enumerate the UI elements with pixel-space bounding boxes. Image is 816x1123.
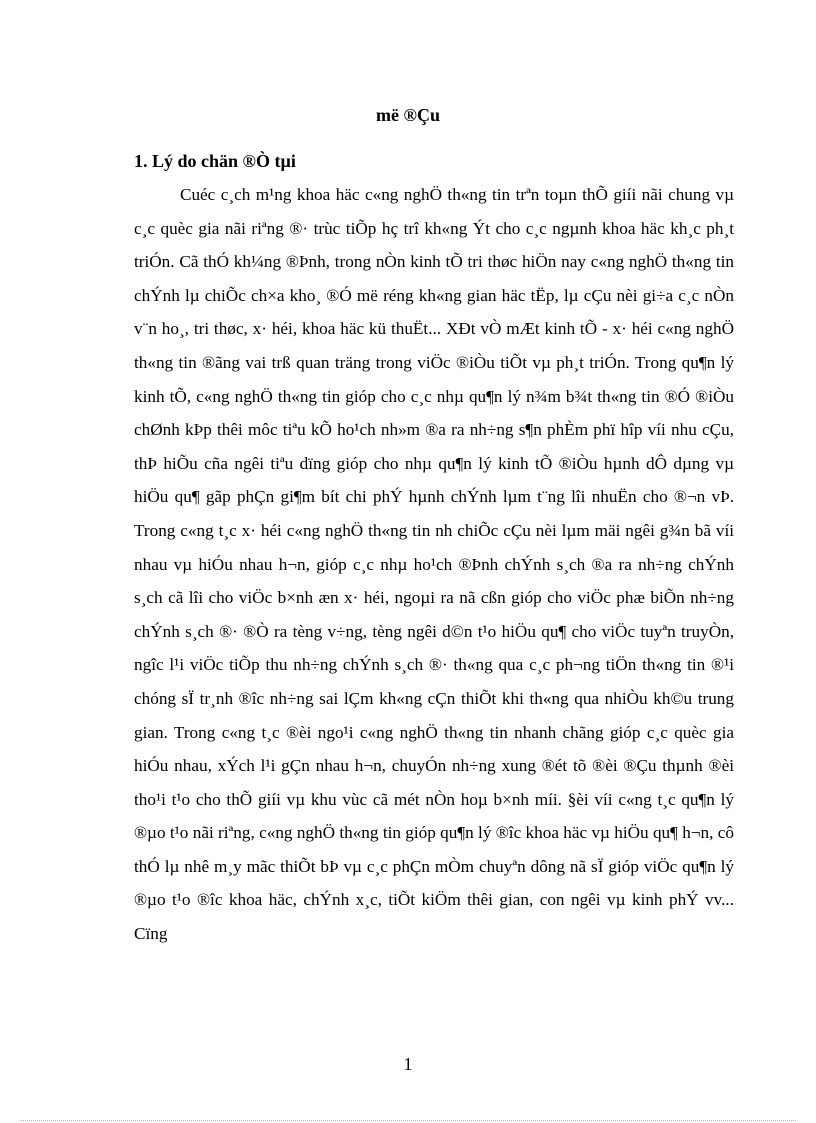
page-bottom-divider bbox=[20, 1120, 796, 1121]
document-heading: më ®Çu bbox=[376, 105, 440, 125]
page-number: 1 bbox=[403, 1054, 413, 1074]
body-paragraph: Cuéc c¸ch m¹ng khoa häc c«ng nghÖ th«ng tin trªn toµn thÕ giíi nãi chung vµ c¸c quèc gia nãi riªng ®· trùc tiÕp hç trî kh«ng Ýt cho c¸c ngµnh khoa häc kh¸c ph¸t triÓn. Cã thÓ kh¼ng ®Þnh, trong nÒn kinh tÕ tri thøc hiÖn nay c«ng nghÖ th«ng tin chÝnh lµ chiÕc ch×a kho¸ ®Ó më réng kh«ng gian häc tËp, lµ cÇu nèi gi÷a c¸c nÒn v¨n ho¸, tri thøc, x· héi, khoa häc kü thuËt... XÐt vÒ mÆt kinh tÕ - x· héi c«ng nghÖ th«ng tin ®ãng vai trß quan träng trong viÖc ®iÒu tiÕt vµ ph¸t triÓn. Trong qu¶n lý kinh tÕ, c«ng nghÖ th«ng tin gióp cho c¸c nhµ qu¶n lý n¾m b¾t th«ng tin ®Ó ®iÒu chØnh kÞp thêi môc tiªu kÕ ho¹ch nh»m ®a ra nh÷ng s¶n phÈm phï hîp víi nhu cÇu, thÞ hiÕu cña ngêi tiªu dïng gióp cho nhµ qu¶n lý kinh tÕ ®iÒu hµnh dÔ dµng vµ hiÖu qu¶ gãp phÇn gi¶m bít chi phÝ hµnh chÝnh lµm t¨ng lîi nhuËn cho ®¬n vÞ. Trong c«ng t¸c x· héi c«ng nghÖ th«ng tin nh chiÕc cÇu nèi lµm mäi ngêi g¾n bã víi nhau vµ hiÓu nhau h¬n, gióp c¸c nhµ ho¹ch ®Þnh chÝnh s¸ch ®a ra nh÷ng chÝnh s¸ch cã lîi cho viÖc b×nh æn x· héi, ngoµi ra nã cßn gióp cho viÖc phæ biÕn nh÷ng chÝnh s¸ch ®· ®Ò ra tèng v÷ng, tèng ngêi d©n t¹o hiÖu qu¶ cho viÖc tuyªn truyÒn, ngîc l¹i viÖc tiÕp thu nh÷ng chÝnh s¸ch ®· th«ng qua c¸c ph¬ng tiÖn th«ng tin ®¹i chóng sÏ tr¸nh ®îc nh÷ng sai lÇm kh«ng cÇn thiÕt khi th«ng qua nhiÒu kh©u trung gian. Trong c«ng t¸c ®èi ngo¹i c«ng nghÖ th«ng tin nhanh chãng gióp c¸c quèc gia hiÓu nhau, xÝch l¹i gÇn nhau h¬n, chuyÓn nh÷ng xung ®ét tõ ®èi ®Çu thµnh ®èi tho¹i t¹o cho thÕ giíi vµ khu vùc cã mét nÒn hoµ b×nh míi. §èi víi c«ng t¸c qu¶n lý ®µo t¹o nãi riªng, c«ng nghÖ th«ng tin gióp qu¶n lý ®îc khoa häc vµ hiÖu qu¶ h¬n, cô thÓ lµ nhê m¸y mãc thiÕt bÞ vµ c¸c phÇn mÒm chuyªn dông nã sÏ gióp viÖc qu¶n lý ®µo t¹o ®îc khoa häc, chÝnh x¸c, tiÕt kiÖm thêi gian, con ngêi vµ kinh phÝ vv... Cïng bbox=[134, 185, 734, 944]
section-title: 1. Lý do chän ®Ò tµi bbox=[134, 151, 296, 171]
